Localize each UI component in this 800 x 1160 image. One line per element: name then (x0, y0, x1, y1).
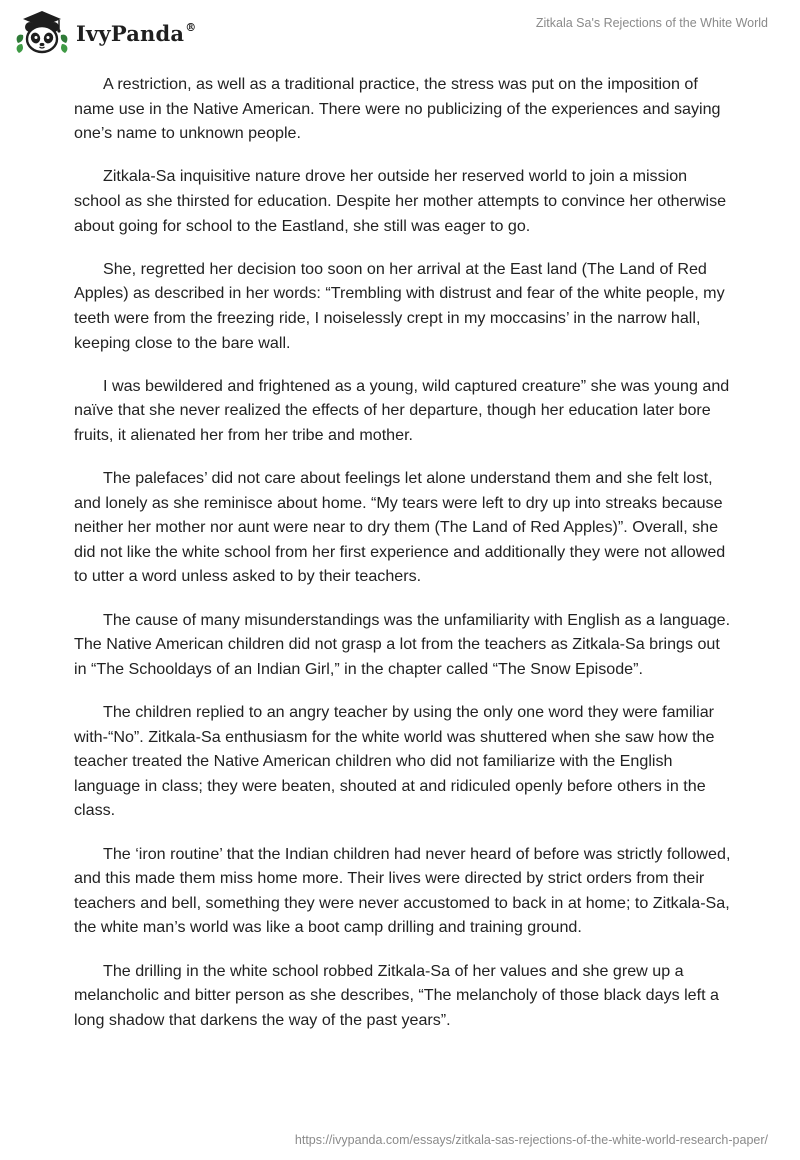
paragraph-6: The cause of many misunderstandings was the unfamiliarity with English as a language. The Native American children did not grasp a lot from the teachers as Zitkala-Sa brings out in “The Schooldays of an Indian Girl,” in the chapter called “The Snow Episode”. (74, 610, 731, 678)
source-url[interactable]: https://ivypanda.com/essays/zitkala-sas-rejections-of-the-white-world-research-paper/ (294, 1133, 768, 1147)
paragraph-2: Zitkala-Sa inquisitive nature drove her outside her reserved world to join a mission school as she thirsted for education. Despite her mother attempts to convince her otherwise about going for school to the Eastland, she still was eager to go. (74, 167, 727, 235)
paragraph-1: A restriction, as well as a traditional practice, the stress was put on the imposition of name use in the Native American. There were no publicizing of the experiences and saying one’s name to unknown people. (74, 75, 721, 143)
paragraph-9: The drilling in the white school robbed Zitkala-Sa of her values and she grew up a melancholic and bitter person as she describes, “The melancholy of those black days left a long shadow that darkens the way of the past years”. (74, 961, 719, 1029)
paragraph-3: She, regretted her decision too soon on her arrival at the East land (The Land of Red Apples) as described in her words: “Trembling with distrust and fear of the white people, my teeth were from the freezing ride, I noiselessly crept in my moccasins’ in the narrow hall, keeping close to the bare wall. (74, 259, 725, 352)
paragraph-7: The children replied to an angry teacher by using the only one word they were familiar with-“No”. Zitkala-Sa enthusiasm for the white world was shuttered when she saw how the teacher treated the Native American children who did not familiarize with the English language in class; they were beaten, shouted at and ridiculed openly before others in the class. (74, 703, 715, 820)
brand-name-text: IvyPanda (76, 20, 185, 46)
page-header (0, 0, 800, 64)
document-title: Zitkala Sa's Rejections of the White World (535, 16, 768, 30)
paragraph-8: The ‘iron routine’ that the Indian children had never heard of before was strictly followed, and this made them miss home more. Their lives were directed by strict orders from their teachers and bell, something they were never accustomed to back in at home; to Zitkala-Sa, the white man’s world was like a boot camp drilling and training ground. (74, 844, 731, 937)
paragraph-5: The palefaces’ did not care about feelings let alone understand them and she felt lost, and lonely as she reminisce about home. “My tears were left to dry up into streaks because neither her mother nor aunt were near to dry them (The Land of Red Apples)”. Overall, she did not like the white school from her first experience and additionally they were not allowed to utter a word unless asked to by their teachers. (74, 469, 726, 586)
brand-name (76, 21, 196, 46)
panda-graduate-icon (14, 8, 70, 56)
essay-body (74, 72, 734, 1051)
ivypanda-logo[interactable] (14, 8, 196, 56)
paragraph-4: I was bewildered and frightened as a young, wild captured creature” she was young and naïve that she never realized the effects of her departure, though her education later bore fruits, it alienated her from her tribe and mother. (74, 376, 730, 444)
registered-mark: ® (185, 20, 197, 34)
